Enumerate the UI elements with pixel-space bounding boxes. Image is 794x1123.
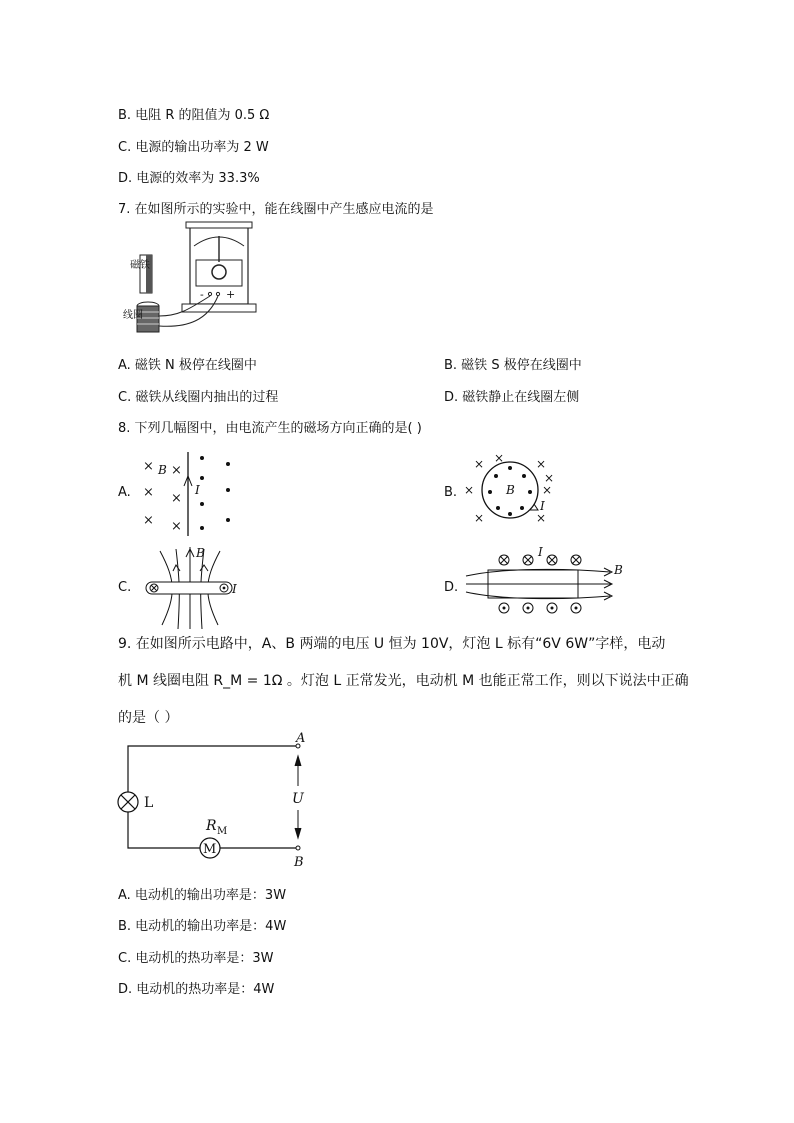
svg-text:×: × <box>143 459 154 474</box>
svg-text:×: × <box>143 513 154 528</box>
svg-text:×: × <box>494 451 505 465</box>
current-label-i: I <box>232 582 237 596</box>
q9-stem-line2: 机 M 线圈电阻 R_M = 1Ω 。灯泡 L 正常发光，电动机 M 也能正常工作，则以下说法中正确 <box>118 673 689 689</box>
coil-label: 线圈 <box>123 310 143 321</box>
svg-text:×: × <box>143 485 154 500</box>
q6-option-c: C. 电源的输出功率为 2 W <box>118 140 269 155</box>
svg-text:×: × <box>474 457 485 471</box>
q9-option-a: A. 电动机的输出功率是：3W <box>118 888 287 903</box>
svg-text:×: × <box>536 457 547 471</box>
svg-text:×: × <box>474 511 485 525</box>
field-label-b: B <box>506 483 515 497</box>
terminal-a-label: A <box>296 731 306 746</box>
terminal-minus: - <box>200 288 204 301</box>
q8-figure-d <box>462 545 632 618</box>
svg-text:×: × <box>542 483 553 497</box>
motor-resistance-sub: M <box>217 826 228 837</box>
current-label-i: I <box>538 545 543 559</box>
svg-text:M: M <box>203 842 217 857</box>
q8-figure-a <box>140 450 240 538</box>
q7-option-b: B. 磁铁 S 极停在线圈中 <box>444 358 582 373</box>
motor-symbol <box>200 838 220 858</box>
q8-label-b: B. <box>444 485 458 500</box>
svg-text:×: × <box>464 483 475 497</box>
q7-option-d: D. 磁铁静止在线圈左侧 <box>444 390 580 405</box>
q6-option-d: D. 电源的效率为 33.3% <box>118 171 260 186</box>
voltage-label: U <box>292 791 304 807</box>
q8-stem: 8. 下列几幅图中，由电流产生的磁场方向正确的是( ) <box>118 421 422 436</box>
field-label-b: B <box>614 563 623 577</box>
q9-stem-line1: 9. 在如图所示电路中，A、B 两端的电压 U 恒为 10V，灯泡 L 标有“6V 6W”字样，电动 <box>118 636 666 652</box>
svg-text:×: × <box>171 491 182 506</box>
current-label-i: I <box>195 483 200 497</box>
q9-stem-line3: 的是（ ） <box>118 710 179 726</box>
q8-label-d: D. <box>444 580 459 595</box>
svg-text:×: × <box>536 511 547 525</box>
field-label-b: B <box>158 463 167 477</box>
q7-option-c: C. 磁铁从线圈内抽出的过程 <box>118 390 279 405</box>
lamp-symbol <box>118 792 138 812</box>
q9-option-c: C. 电动机的热功率是：3W <box>118 951 274 966</box>
svg-text:×: × <box>171 519 182 534</box>
svg-text:×: × <box>171 463 182 478</box>
terminal-plus: + <box>226 288 236 301</box>
motor-resistance-label: R <box>206 818 217 834</box>
bottom-turns-out-page <box>499 603 581 613</box>
q7-stem: 7. 在如图所示的实验中，能在线圈中产生感应电流的是 <box>118 202 434 217</box>
q9-option-d: D. 电动机的热功率是：4W <box>118 982 275 997</box>
q9-option-b: B. 电动机的输出功率是：4W <box>118 919 287 934</box>
q8-label-a: A. <box>118 485 131 500</box>
q6-option-b: B. 电阻 R 的阻值为 0.5 Ω <box>118 108 270 123</box>
terminal-b-label: B <box>294 855 304 870</box>
current-label-i: I <box>540 499 545 513</box>
loop-conductor <box>146 582 232 594</box>
svg-text:×: × <box>544 471 555 485</box>
q9-circuit-diagram <box>118 731 318 870</box>
q8-figure-c <box>140 545 250 629</box>
magnet-label: 磁铁 <box>130 260 150 271</box>
terminal-b <box>296 846 300 850</box>
q7-galvanometer-figure <box>118 220 258 340</box>
q8-label-c: C. <box>118 580 132 595</box>
lamp-label: L <box>144 795 154 811</box>
field-label-b: B <box>196 546 205 560</box>
q7-option-a: A. 磁铁 N 极停在线圈中 <box>118 358 257 373</box>
field-out-page-dots <box>200 456 230 530</box>
q8-figure-b <box>464 451 560 528</box>
